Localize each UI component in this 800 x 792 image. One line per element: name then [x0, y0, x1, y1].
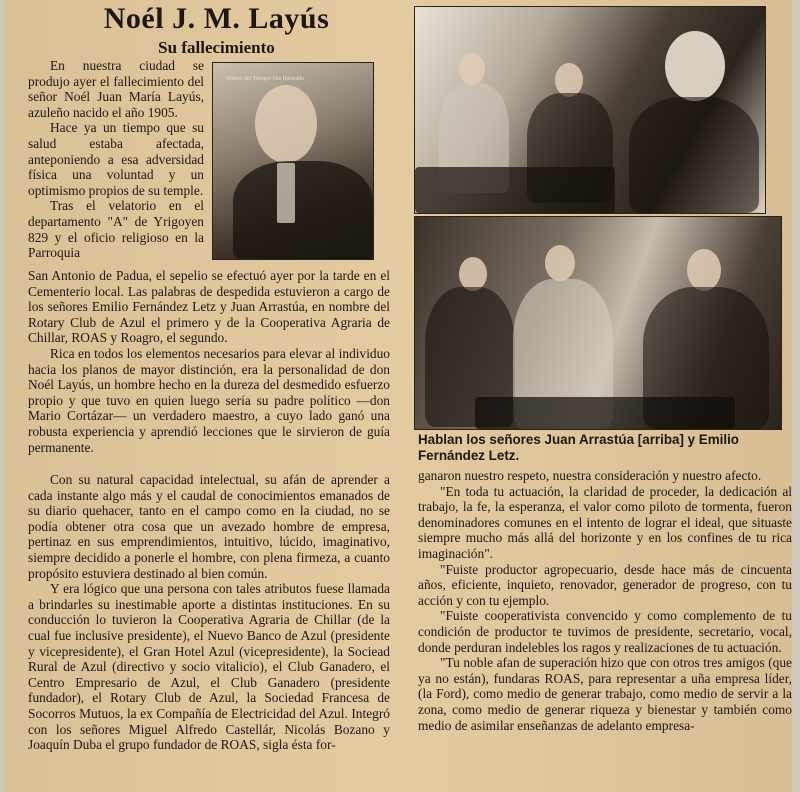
newspaper-clipping	[4, 0, 792, 792]
photo-credit: Diario del Tiempo Día Ilustrado	[227, 76, 304, 82]
paragraph: Con su natural capacidad intelectual, su afán de aprender a cada instante algo más y el caudal de conocimientos emanados de su diario quehacer, tanto en el campo como en la ciudad, no se podía obtener otra cosa que un avezado hombre de empresa, pertinaz en sus emprendimientos, intuitivo, lúcido, imaginativo, siempre decidido a ponerle el hombre, con plena firmeza, a cuanto propósito estuviera destinado al bien común.	[28, 472, 390, 581]
paragraph: San Antonio de Padua, el sepelio se efectuó ayer por la tarde en el Cementerio local. Las palabras de despedida estuvieron a cargo de los señores Emilio Fernández Letz y Juan Arrastúa, en nombre del Rotary Club de Azul el primero y de la Cooperativa Agraria de Chillar, ROAS y Roagro, el segundo.	[28, 268, 390, 346]
article-column-wide	[28, 268, 390, 455]
paragraph: ganaron nuestro respeto, nuestra consideración y nuestro afecto.	[418, 468, 762, 483]
article-column-right	[418, 468, 792, 733]
portrait-face	[255, 85, 317, 163]
portrait-shirt	[277, 163, 295, 223]
article-intro-column	[28, 58, 204, 261]
article-column-left	[28, 472, 390, 753]
paragraph: "Fuiste cooperativista convencido y como complemento de tu condición de productor te tuvimos de presidente, secretario, vocal, donde perduran indelebles los ragos y realizaciones de tu actuación.	[418, 608, 792, 655]
paragraph: Hace ya un tiempo que su salud estaba afectada, anteponiendo a esa adversidad física una voluntad y un optimismo propios de su temple.	[28, 120, 204, 198]
speech-photo-top	[414, 6, 766, 214]
paragraph: Rica en todos los elementos necesarios para elevar al individuo hacia los planos de mayor distinción, era la personalidad de don Noél Layús, un hombre hecho en la dureza del desmedido esfuerzo propio y que tuvo en quien luego sería su padre político —don Mario Cortázar— un verdadero maestro, a cuyo lado ganó una robusta experiencia y aprendió lecciones que le sirvieron de guía permanente.	[28, 345, 390, 455]
portrait-photo	[212, 62, 374, 260]
portrait-suit	[233, 161, 373, 260]
paragraph: "En toda tu actuación, la claridad de proceder, la dedicación al trabajo, la fe, la esperanza, el valor como piloto de tormenta, fueron denominadores comunes en el intento de lograr el ideal, que situaste siempre mucho más allá del horizonte y en los confines de tu rica imaginación".	[418, 483, 792, 561]
paragraph: Tras el velatorio en el departamento "A" de Yrigoyen 829 y el oficio religioso en la Parroquia	[28, 198, 204, 261]
speech-photo-bottom	[414, 216, 782, 430]
photo-caption: Hablan los señores Juan Arrastúa [arriba] y Emilio Fernández Letz.	[418, 432, 739, 463]
paragraph: "Fuiste productor agropecuario, desde hace más de cincuenta años, eficiente, inquieto, renovador, generador de progreso, con tu acción y con tu ejemplo.	[418, 561, 792, 608]
subheadline: Su fallecimiento	[158, 38, 275, 57]
paragraph: En nuestra ciudad se produjo ayer el fallecimiento del señor Noél Juan María Layús, azuleño nacido el año 1905.	[28, 58, 204, 120]
headline: Noél J. M. Layús	[103, 2, 330, 35]
paragraph: Y era lógico que una persona con tales atributos fuese llamada a brindarles su inestimable aporte a distintas instituciones. En su conducción lo tuvieron la Cooperativa Agraria de Chillar (de la cual fue inclusive presidente), el Nuevo Banco de Azul (presidente y vicepresidente), el Gran Hotel Azul (vicepresidente), la Sociead Rural de Azul (directivo y socio vitalicio), el Club Ganadero, el Centro Empresario de Azul, el Club Ganadero (presidente fundador), el Rotary Club de Azul, la Sociedad Francesa de Socorros Mutuos, la ex Compañía de Electricidad del Azul. Integró con los señores Miguel Alfredo Castellár, Nicolás Bozano y Joaquín Duba el grupo fundador de ROAS, sigla ésta for-	[28, 581, 390, 753]
paragraph: "Tu noble afan de superación hizo que con otros tres amigos (que ya no están), fundaras ROAS, para representar a uña empresa líder, (la Ford), como medio de generar trabajo, como medio de servir a la zona, como medio de generar riqueza y bienestar y también como medio de asimilar enseñanzas de adelanto empresa-	[418, 655, 792, 733]
